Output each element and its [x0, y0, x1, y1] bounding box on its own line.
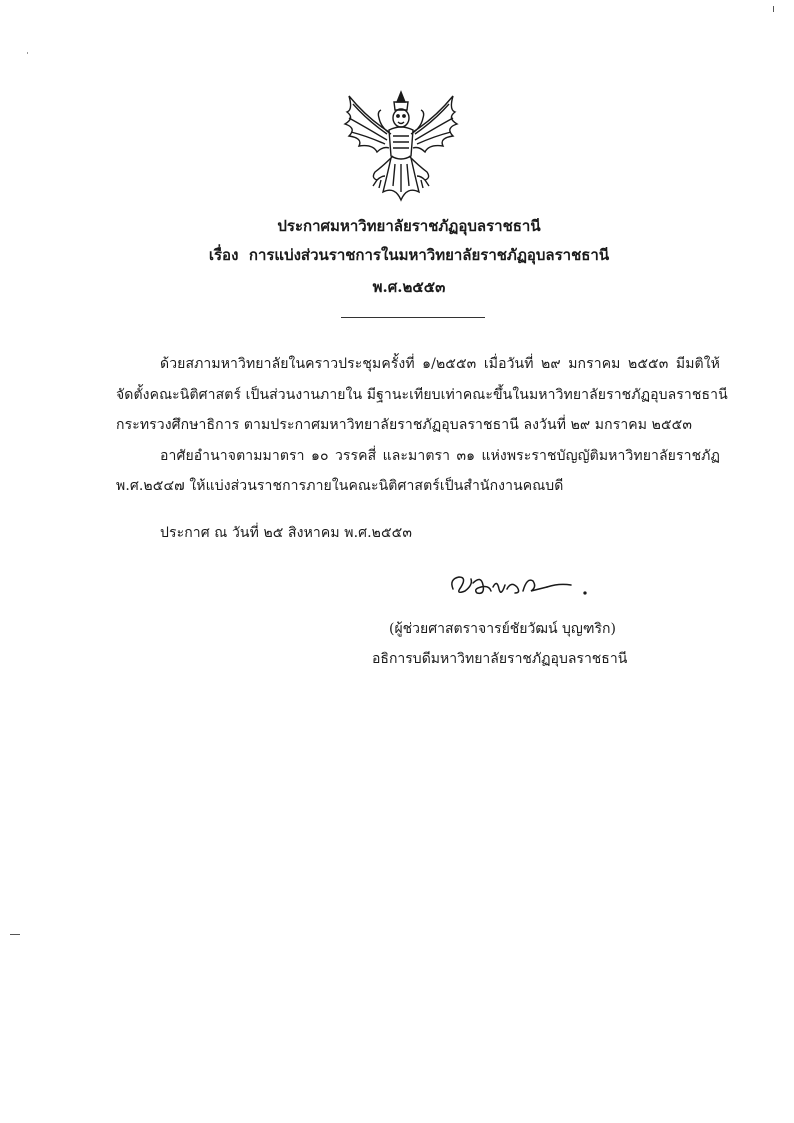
scan-mark-top: [773, 6, 774, 12]
announcement-year: พ.ศ.๒๕๕๓: [372, 278, 446, 296]
garuda-emblem-icon: [337, 88, 465, 206]
announcement-title: ประกาศมหาวิทยาลัยราชภัฏอุบลราชธานี: [277, 217, 541, 235]
subject-text: การแบ่งส่วนราชการในมหาวิทยาลัยราชภัฏอุบลราชธานี: [248, 246, 610, 264]
subject-label: เรื่อง: [208, 246, 239, 264]
announcement-date: ประกาศ ณ วันที่ ๒๕ สิงหาคม พ.ศ.๒๕๕๓: [160, 525, 413, 541]
scan-mark-dot: [27, 52, 28, 54]
title-divider: [341, 317, 485, 318]
body-line-5: พ.ศ.๒๕๔๗ ให้แบ่งส่วนราชการภายในคณะนิติศาสตร์เป็นสำนักงานคณบดี: [116, 478, 564, 494]
scan-mark-left: [10, 934, 20, 935]
body-line-1: ด้วยสภามหาวิทยาลัยในคราวประชุมครั้งที่ ๑/๒๕๕๓ เมื่อวันที่ ๒๙ มกราคม ๒๕๕๓ มีมติให้: [160, 356, 720, 372]
announcement-subject-line: [12, 243, 794, 267]
body-line-3: กระทรวงศึกษาธิการ ตามประกาศมหาวิทยาลัยราชภัฏอุบลราชธานี ลงวันที่ ๒๙ มกราคม ๒๕๕๓: [116, 417, 693, 433]
body-line-2: จัดตั้งคณะนิติศาสตร์ เป็นส่วนงานภายใน มีฐานะเทียบเท่าคณะขึ้นในมหาวิทยาลัยราชภัฏอุบลราชธานี: [116, 387, 728, 403]
body-line-4: อาศัยอำนาจตามมาตรา ๑๐ วรรคสี่ และมาตรา ๓๑ แห่งพระราชบัญญัติมหาวิทยาลัยราชภัฏ: [160, 448, 720, 464]
handwritten-signature: [447, 569, 597, 605]
signatory-name: (ผู้ช่วยศาสตราจารย์ชัยวัฒน์ บุญฑริก): [389, 621, 616, 637]
signatory-position: อธิการบดีมหาวิทยาลัยราชภัฏอุบลราชธานี: [372, 651, 628, 667]
